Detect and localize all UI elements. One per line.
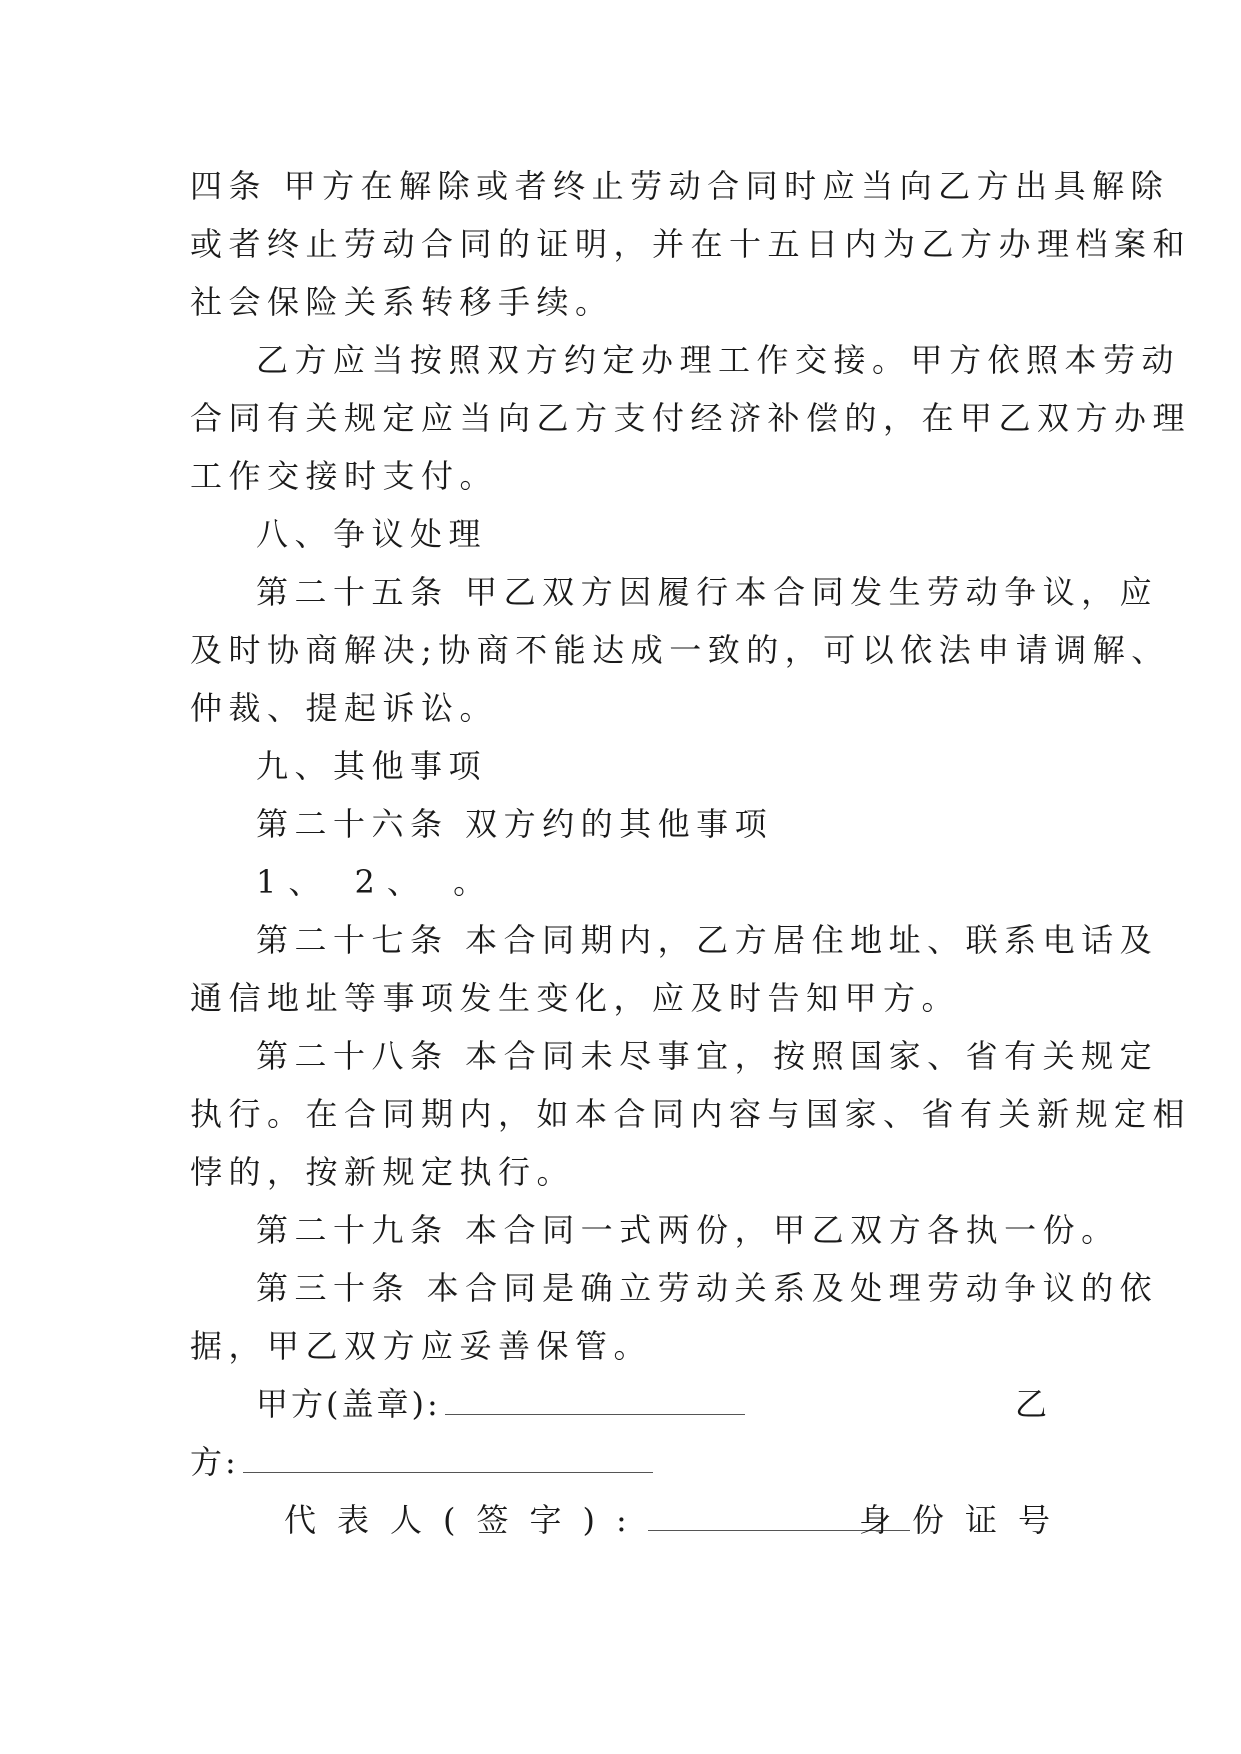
paragraph-line: 合同有关规定应当向乙方支付经济补偿的，在甲乙双方办理 [190,399,1192,437]
paragraph-line: 通信地址等事项发生变化，应及时告知甲方。 [190,979,961,1017]
section-heading: 九、其他事项 [256,747,488,785]
paragraph-line: 及时协商解决;协商不能达成一致的，可以依法申请调解、 [190,631,1170,669]
party-b-label-start: 乙 [1014,1385,1050,1423]
representative-row [284,1491,1071,1549]
paragraph-line: 据，甲乙双方应妥善保管。 [190,1327,653,1365]
party-a-signature-row [256,1375,1050,1433]
paragraph-line: 第二十七条 本合同期内，乙方居住地址、联系电话及 [256,921,1159,959]
party-b-signature-field[interactable] [243,1442,653,1473]
party-b-signature-row [190,1433,1050,1491]
paragraph-line: 四条 甲方在解除或者终止劳动合同时应当向乙方出具解除 [190,167,1170,205]
paragraph-line: 或者终止劳动合同的证明，并在十五日内为乙方办理档案和 [190,225,1192,263]
section-heading: 八、争议处理 [256,515,488,553]
paragraph-line: 仲裁、提起诉讼。 [190,689,499,727]
paragraph-line: 执行。在合同期内，如本合同内容与国家、省有关新规定相 [190,1095,1192,1133]
party-a-label: 甲方(盖章): [256,1385,441,1423]
paragraph-line: 悖的，按新规定执行。 [190,1153,576,1191]
paragraph-line: 第二十六条 双方约的其他事项 [256,805,774,843]
party-b-label-end: 方: [190,1443,239,1481]
paragraph-line: 第三十条 本合同是确立劳动关系及处理劳动争议的依 [256,1269,1159,1307]
representative-label: 代表人(签字): [284,1501,648,1539]
party-a-seal-field[interactable] [445,1384,745,1415]
paragraph-line: 工作交接时支付。 [190,457,499,495]
paragraph-line: 社会保险关系转移手续。 [190,283,614,321]
paragraph-line: 第二十八条 本合同未尽事宜，按照国家、省有关规定 [256,1037,1159,1075]
paragraph-line: 乙方应当按照双方约定办理工作交接。甲方依照本劳动 [256,341,1181,379]
paragraph-line: 第二十五条 甲乙双方因履行本合同发生劳动争议，应 [256,573,1159,611]
paragraph-line: 1、 2、 。 [256,863,498,901]
id-number-label: 身份证号 [858,1501,1071,1539]
paragraph-line: 第二十九条 本合同一式两份，甲乙双方各执一份。 [256,1211,1120,1249]
